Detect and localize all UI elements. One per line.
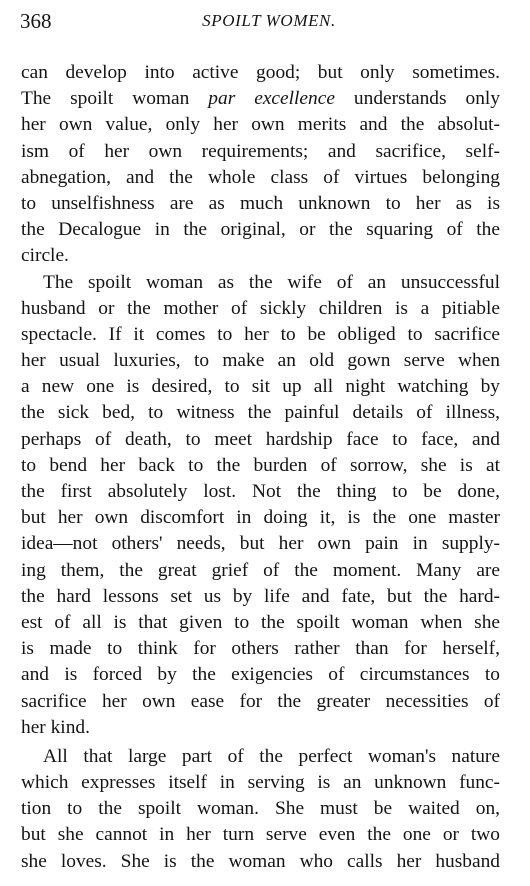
text-line: is made to think for others rather than for herself,	[21, 638, 500, 660]
text-line: the first absolutely lost. Not the thing to be done,	[21, 481, 500, 502]
text-line: the Decalogue in the original, or the squaring of the	[21, 219, 500, 241]
text-line: her usual luxuries, to make an old gown serve when	[21, 350, 500, 372]
text-line: All that large part of the perfect woman's nature	[43, 745, 500, 767]
text-line	[21, 86, 500, 112]
text-line: but she cannot in her turn serve even the one or two	[21, 824, 500, 846]
text-line: husband or the mother of sickly children is a pitiable	[21, 297, 500, 319]
text-line: est of all is that given to the spoilt woman when she	[21, 611, 500, 633]
text-line: ism of her own requirements; and sacrifice, self-	[21, 140, 500, 162]
text-line: to bend her back to the burden of sorrow, she is at	[21, 454, 500, 476]
page-number: 368	[20, 9, 52, 33]
text-line: she loves. She is the woman who calls her husband	[21, 850, 500, 872]
text-line: and is forced by the exigencies of circumstances to	[21, 664, 500, 686]
body-text	[21, 60, 500, 875]
text-segment: The spoilt woman	[21, 88, 209, 110]
running-head: SPOILT WOMEN.	[202, 11, 336, 30]
text-line: but her own discomfort in doing it, is the one master	[21, 507, 500, 529]
paragraph	[21, 60, 500, 270]
text-line: her kind.	[21, 716, 90, 738]
text-line: ing them, the great grief of the moment. Many are	[21, 559, 500, 581]
text-line: which expresses itself in serving is an unknown func-	[21, 772, 500, 794]
text-line: idea—not others' needs, but her own pain in supply-	[21, 533, 500, 555]
text-line: her own value, only her own merits and the absolut-	[21, 114, 500, 136]
text-line: circle.	[21, 245, 69, 267]
text-line: perhaps of death, to meet hardship face to face, and	[21, 428, 500, 450]
text-segment: understands only	[334, 88, 501, 110]
text-line: can develop into active good; but only sometimes.	[21, 62, 500, 83]
paragraph	[21, 270, 500, 741]
italic-phrase: par excellence	[208, 88, 335, 110]
text-line: abnegation, and the whole class of virtues belonging	[21, 166, 500, 188]
text-line: a new one is desired, to sit up all night watching by	[21, 376, 500, 398]
text-line: the sick bed, to witness the painful details of illness,	[21, 402, 500, 424]
text-line: the hard lessons set us by life and fate, but the hard-	[21, 585, 500, 607]
text-line: sacrifice her own ease for the greater necessities of	[21, 690, 500, 712]
text-line: to unselfishness are as much unknown to her as is	[21, 192, 500, 214]
text-line: tion to the spoilt woman. She must be waited on,	[21, 798, 500, 820]
paragraph	[21, 744, 500, 875]
text-line: spectacle. If it comes to her to be obliged to sacrifice	[21, 323, 500, 345]
text-line: The spoilt woman as the wife of an unsuccessful	[43, 271, 500, 293]
page-header	[20, 9, 500, 39]
